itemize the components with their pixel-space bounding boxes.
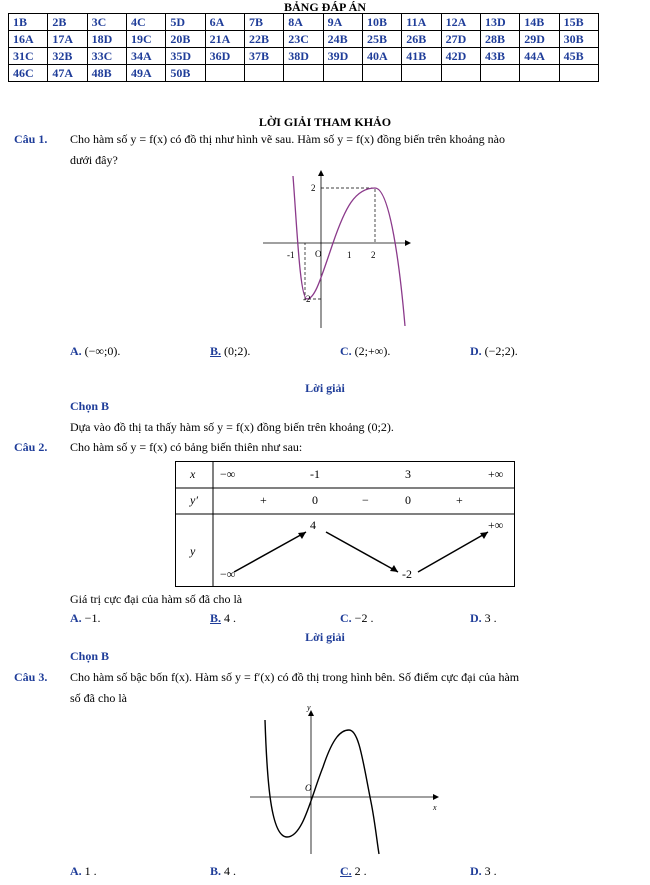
section-title: LỜI GIẢI THAM KHẢO xyxy=(258,115,392,129)
q1-label-yneg2: -2 xyxy=(303,294,311,304)
vt-sign-2: − xyxy=(362,493,369,507)
answer-key-cell: 34A xyxy=(126,48,165,65)
answer-key-cell: 8A xyxy=(284,14,323,31)
q3-option-a[interactable]: A. 1 . xyxy=(70,864,97,878)
answer-key-cell: 1B xyxy=(9,14,48,31)
answer-key-cell: 35D xyxy=(166,48,205,65)
answer-key-cell: 40A xyxy=(362,48,401,65)
q2-option-d[interactable]: D. 3 . xyxy=(470,611,497,625)
answer-key-cell: 25B xyxy=(362,31,401,48)
q3-label: Câu 3. xyxy=(14,670,48,684)
q3-option-d[interactable]: D. 3 . xyxy=(470,864,497,878)
q1-option-c[interactable]: C. (2;+∞). xyxy=(340,344,391,358)
answer-key-cell: 47A xyxy=(48,65,87,82)
vt-x-val-2: 3 xyxy=(405,467,411,481)
answer-key-cell: 23C xyxy=(284,31,323,48)
answer-key-cell: 11A xyxy=(402,14,441,31)
q1-text-line2: dưới đây? xyxy=(70,153,118,167)
answer-key-cell: 44A xyxy=(520,48,559,65)
answer-key-cell: 16A xyxy=(9,31,48,48)
answer-key-cell: 27D xyxy=(441,31,480,48)
answer-key-cell: 45B xyxy=(559,48,598,65)
vt-yprime-label: y′ xyxy=(190,493,198,507)
vt-y-end: +∞ xyxy=(488,518,504,532)
answer-key-cell xyxy=(362,65,401,82)
answer-key-cell: 31C xyxy=(9,48,48,65)
q3-label-origin: O xyxy=(305,783,312,793)
q1-graph xyxy=(255,168,415,330)
q1-y-arrow-icon xyxy=(318,170,324,176)
answer-key-cell: 19C xyxy=(126,31,165,48)
vt-x-val-1: -1 xyxy=(310,467,320,481)
answer-key-cell: 41B xyxy=(402,48,441,65)
answer-key-cell: 49A xyxy=(126,65,165,82)
answer-key-title: BẢNG ĐÁP ÁN xyxy=(283,0,366,14)
answer-key-cell: 6A xyxy=(205,14,244,31)
variation-table xyxy=(175,461,515,587)
q3-curve xyxy=(265,720,379,854)
answer-key-cell xyxy=(520,65,559,82)
answer-key-cell: 30B xyxy=(559,31,598,48)
vt-sign-0: + xyxy=(260,493,267,507)
answer-key-cell: 2B xyxy=(48,14,87,31)
answer-key-cell: 26B xyxy=(402,31,441,48)
q1-option-a[interactable]: A. (−∞;0). xyxy=(70,344,121,358)
vt-y-max: 4 xyxy=(310,518,316,532)
answer-key-cell: 20B xyxy=(166,31,205,48)
answer-key-cell: 17A xyxy=(48,31,87,48)
q2-text: Cho hàm số y = f(x) có bảng biến thiên như sau: xyxy=(70,440,303,454)
answer-key-cell: 5D xyxy=(166,14,205,31)
answer-key-row xyxy=(9,48,599,65)
q3-graph xyxy=(245,702,445,858)
answer-key-cell: 10B xyxy=(362,14,401,31)
answer-key-cell: 32B xyxy=(48,48,87,65)
answer-key-cell xyxy=(323,65,362,82)
answer-key-cell: 50B xyxy=(166,65,205,82)
q2-solution-heading: Lời giải xyxy=(305,630,345,644)
answer-key-cell xyxy=(441,65,480,82)
q1-label-x1: 1 xyxy=(347,250,352,260)
q2-question: Giá trị cực đại của hàm số đã cho là xyxy=(70,592,243,606)
answer-key-cell xyxy=(284,65,323,82)
vt-arrow-up-2 xyxy=(418,532,488,572)
q1-explanation: Dựa vào đồ thị ta thấy hàm số y = f(x) đồng biến trên khoảng (0;2). xyxy=(70,420,394,434)
vt-arrow-up-1 xyxy=(234,532,306,572)
answer-key-cell: 37B xyxy=(244,48,283,65)
answer-key-cell: 12A xyxy=(441,14,480,31)
q1-text-line1: Cho hàm số y = f(x) có đồ thị như hình vẽ sau. Hàm số y = f(x) đồng biến trên khoảng nào xyxy=(70,132,505,146)
answer-key-row xyxy=(9,31,599,48)
q2-label: Câu 2. xyxy=(14,440,48,454)
answer-key-cell xyxy=(205,65,244,82)
answer-key-cell: 14B xyxy=(520,14,559,31)
answer-key-cell: 15B xyxy=(559,14,598,31)
answer-key-cell xyxy=(480,65,519,82)
vt-x-val-3: +∞ xyxy=(488,467,504,481)
q1-solution-heading: Lời giải xyxy=(305,381,345,395)
q1-label-x2: 2 xyxy=(371,250,376,260)
answer-key-cell: 21A xyxy=(205,31,244,48)
answer-key-cell: 36D xyxy=(205,48,244,65)
answer-key-row xyxy=(9,65,599,82)
answer-key-cell: 33C xyxy=(87,48,126,65)
q2-choice: Chọn B xyxy=(70,649,110,663)
answer-key-cell: 43B xyxy=(480,48,519,65)
answer-key-cell xyxy=(559,65,598,82)
answer-key-cell: 29D xyxy=(520,31,559,48)
q3-label-y: y xyxy=(307,703,311,712)
q3-option-b[interactable]: B. 4 . xyxy=(210,864,237,878)
answer-key-cell: 28B xyxy=(480,31,519,48)
answer-key-cell: 3C xyxy=(87,14,126,31)
q1-x-arrow-icon xyxy=(405,240,411,246)
answer-key-cell: 9A xyxy=(323,14,362,31)
answer-key-cell xyxy=(402,65,441,82)
vt-y-min: -2 xyxy=(402,567,412,581)
answer-key-cell: 24B xyxy=(323,31,362,48)
vt-y-start: −∞ xyxy=(220,567,236,581)
answer-key-row xyxy=(9,14,599,31)
answer-key-cell: 7B xyxy=(244,14,283,31)
vt-y-label: y xyxy=(190,544,196,558)
q3-x-arrow-icon xyxy=(433,794,439,800)
answer-key-cell: 48B xyxy=(87,65,126,82)
answer-key-cell: 13D xyxy=(480,14,519,31)
vt-sign-1: 0 xyxy=(312,493,318,507)
answer-key-cell: 42D xyxy=(441,48,480,65)
vt-x-val-0: −∞ xyxy=(220,467,236,481)
answer-key-cell: 38D xyxy=(284,48,323,65)
q1-option-b[interactable]: B. (0;2). xyxy=(210,344,251,358)
q1-label: Câu 1. xyxy=(14,132,48,146)
answer-key-cell: 46C xyxy=(9,65,48,82)
vt-sign-3: 0 xyxy=(405,493,411,507)
q3-text-line2: số đã cho là xyxy=(70,691,127,705)
answer-key-cell xyxy=(244,65,283,82)
answer-key-cell: 18D xyxy=(87,31,126,48)
q1-label-origin: O xyxy=(315,249,322,259)
answer-key-cell: 4C xyxy=(126,14,165,31)
q2-option-b[interactable]: B. 4 . xyxy=(210,611,237,625)
answer-key-cell: 22B xyxy=(244,31,283,48)
q3-option-c[interactable]: C. 2 . xyxy=(340,864,367,878)
q1-option-d[interactable]: D. (−2;2). xyxy=(470,344,518,358)
q3-label-x: x xyxy=(433,803,437,812)
q2-option-c[interactable]: C. −2 . xyxy=(340,611,374,625)
q1-label-y2: 2 xyxy=(311,183,316,193)
vt-arrow-down xyxy=(326,532,398,572)
answer-key-cell: 39D xyxy=(323,48,362,65)
q1-label-xneg1: -1 xyxy=(287,250,295,260)
q1-max-guide xyxy=(321,188,375,243)
vt-sign-4: + xyxy=(456,493,463,507)
q3-text-line1: Cho hàm số bậc bốn f(x). Hàm số y = f′(x) có đồ thị trong hình bên. Số điểm cực đại của hàm xyxy=(70,670,520,684)
q2-option-a[interactable]: A. −1. xyxy=(70,611,101,625)
q1-choice: Chọn B xyxy=(70,399,110,413)
answer-key-table xyxy=(8,13,599,82)
vt-x-label: x xyxy=(190,467,196,481)
